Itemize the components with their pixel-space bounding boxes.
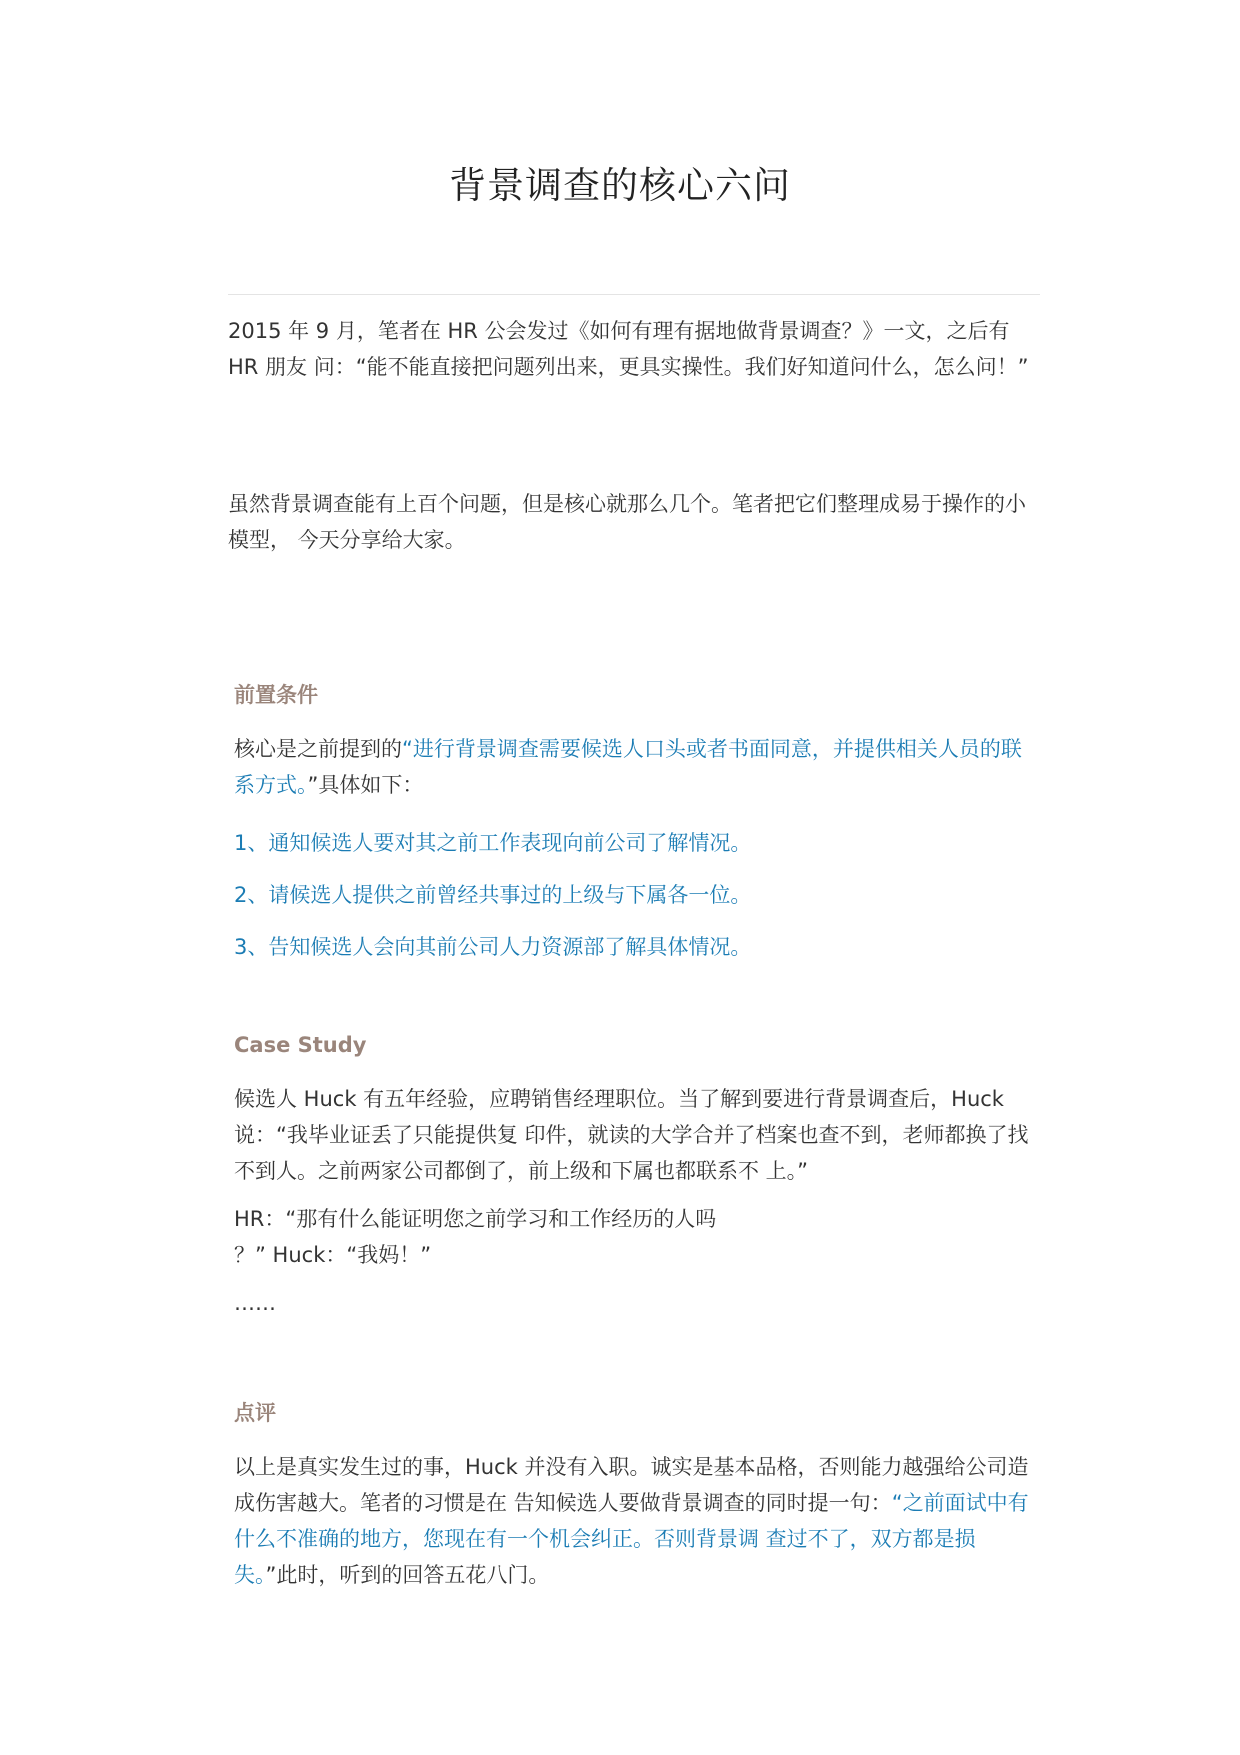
dialog-line: ？” Huck：“我妈！”: [234, 1243, 432, 1267]
highlight-quote: “之前面试中有什么不准确的地方，您现在有一个机会纠正。否则背景调 查过不了，双方都是损失。: [234, 1491, 1029, 1587]
section-heading: 点评: [234, 1401, 276, 1425]
list-item: 2、请候选人提供之前曾经共事过的上级与下属各一位。: [234, 883, 752, 907]
dialog-line: HR：“那有什么能证明您之前学习和工作经历的人吗: [234, 1207, 717, 1231]
section-case-study: [234, 1030, 1036, 1321]
lead-text: 以上是真实发生过的事，Huck 并没有入职。诚实是基本品格，否则能力越强给公司造成伤害越大。笔者的习惯是在 告知候选人要做背景调查的同时提一句：: [234, 1455, 1029, 1515]
title-divider: [228, 294, 1040, 295]
highlight-quote: “进行背景调查需要候选人口头或者书面同意，并提供相关人员的联系方式。: [234, 737, 1022, 797]
section-comment: [234, 1398, 1036, 1593]
section-heading: Case Study: [234, 1033, 367, 1057]
list-item: 1、通知候选人要对其之前工作表现向前公司了解情况。: [234, 831, 752, 855]
section-paragraph: [234, 731, 1036, 803]
page-title: 背景调查的核心六问: [449, 164, 791, 207]
comment-paragraph: [234, 1449, 1036, 1593]
tail-text: ”具体如下：: [307, 773, 424, 797]
case-paragraph: 候选人 Huck 有五年经验，应聘销售经理职位。当了解到要进行背景调查后，Huck 说：“我毕业证丢了只能提供复 印件，就读的大学合并了档案也查不到，老师都换了找不到人。之前两家公司都倒了，前上级和下属也都联系不 上。”: [234, 1087, 1029, 1183]
intro-paragraph-2: 虽然背景调查能有上百个问题，但是核心就那么几个。笔者把它们整理成易于操作的小模型， 今天分享给大家。: [228, 492, 1026, 552]
tail-text: ”此时，听到的回答五花八门。: [265, 1563, 550, 1587]
intro-paragraph-1: 2015 年 9 月，笔者在 HR 公会发过《如何有理有据地做背景调查？》一文，之后有 HR 朋友 问：“能不能直接把问题列出来，更具实操性。我们好知道问什么，怎么问！”: [228, 319, 1029, 379]
ellipsis: ……: [234, 1291, 276, 1315]
section-prerequisites: [234, 680, 1036, 962]
section-heading: 前置条件: [234, 683, 318, 707]
list-item: 3、告知候选人会向其前公司人力资源部了解具体情况。: [234, 935, 752, 959]
lead-text: 核心是之前提到的: [234, 737, 402, 761]
